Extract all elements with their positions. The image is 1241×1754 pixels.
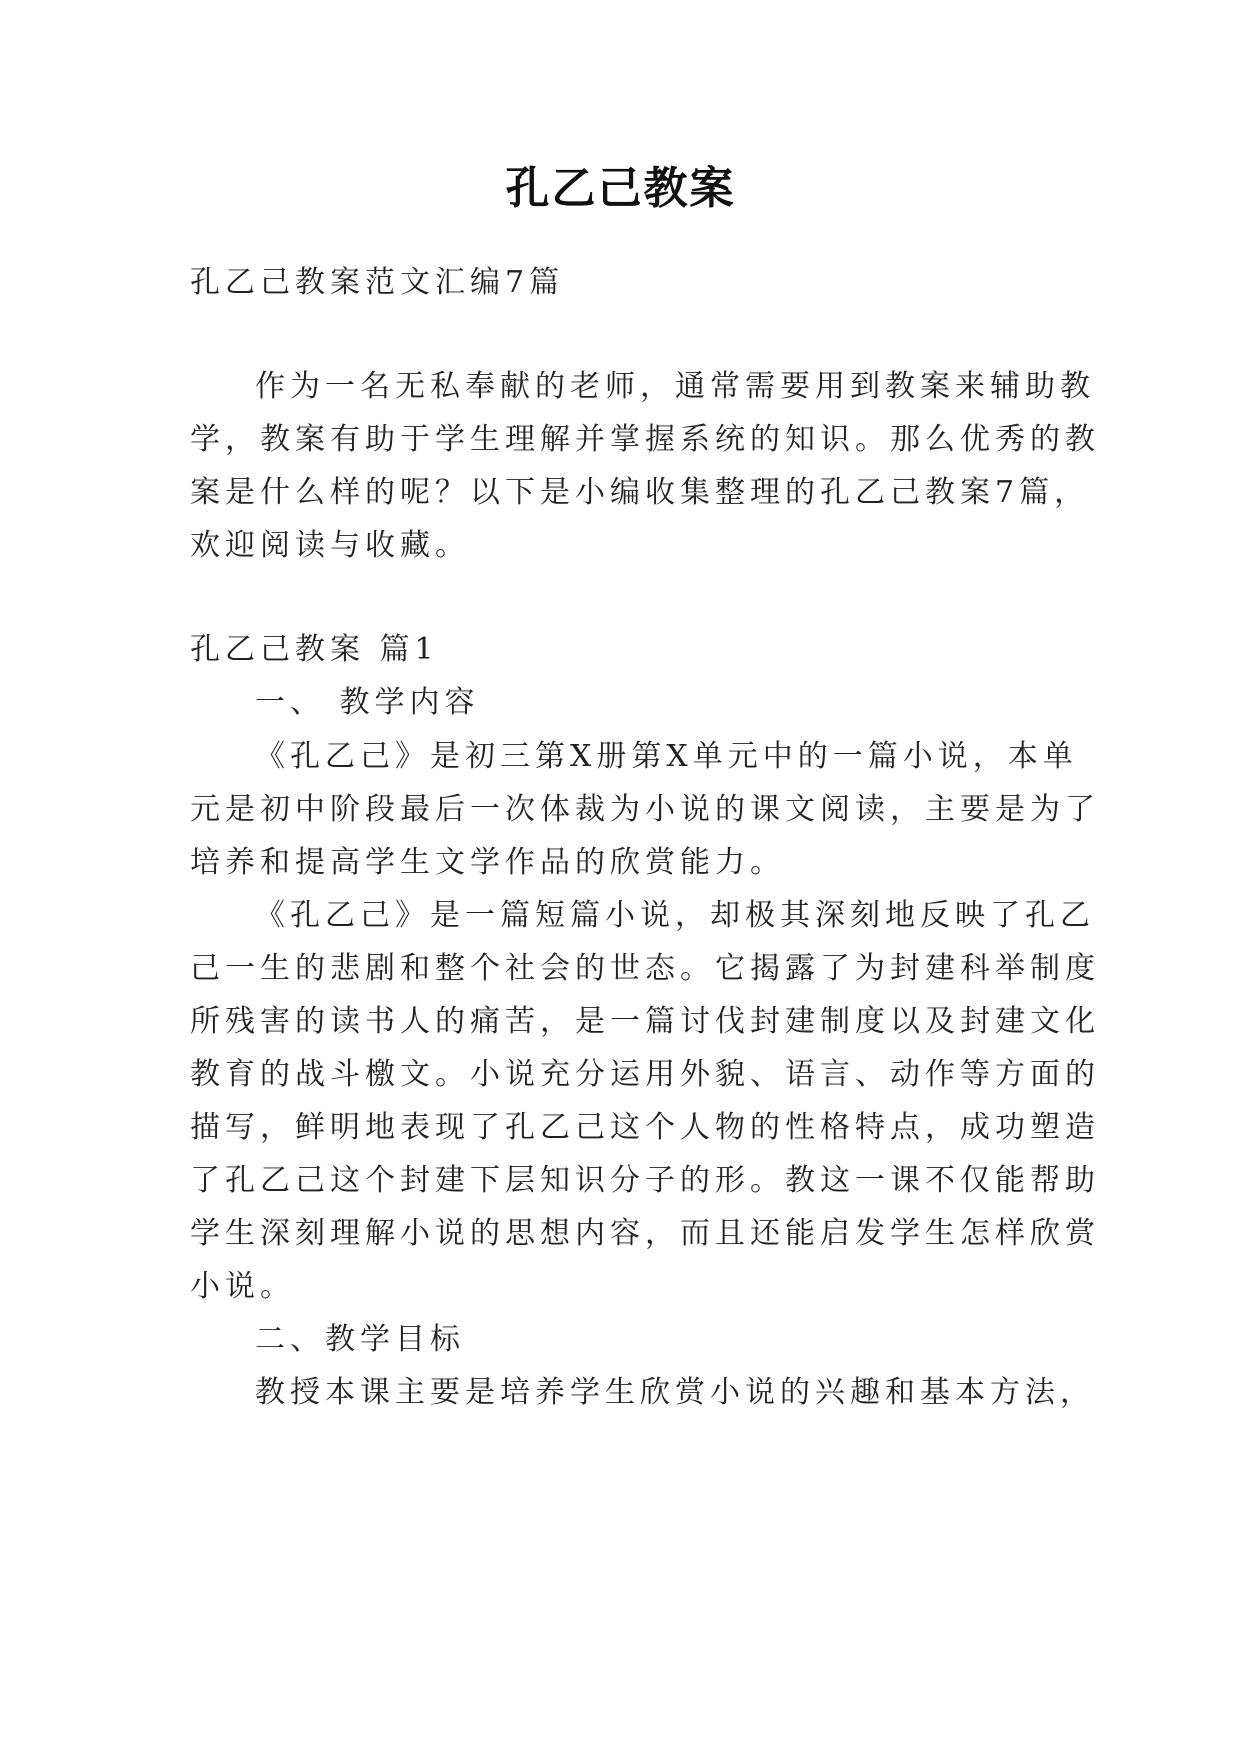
part1-para2-line-5: 描写，鲜明地表现了孔乙己这个人物的性格特点，成功塑造	[190, 1110, 1100, 1145]
section-heading: 孔乙己教案 篇1	[190, 632, 439, 667]
intro-line-1: 作为一名无私奉献的老师，通常需要用到教案来辅助教	[255, 369, 1095, 404]
part1-para2-line-8: 小说。	[190, 1269, 295, 1304]
part2-para1-line-1: 教授本课主要是培养学生欣赏小说的兴趣和基本方法，	[255, 1375, 1095, 1410]
part1-para2-line-1: 《孔乙己》是一篇短篇小说，却极其深刻地反映了孔乙	[255, 898, 1095, 933]
intro-line-3: 案是什么样的呢？以下是小编收集整理的孔乙己教案7篇，	[190, 475, 1090, 510]
document-subtitle: 孔乙己教案范文汇编7篇	[190, 265, 565, 300]
part1-para1-line-1: 《孔乙己》是初三第X册第X单元中的一篇小说，本单	[255, 739, 1078, 774]
part2-heading: 二、教学目标	[255, 1322, 465, 1357]
part1-para2-line-6: 了孔乙己这个封建下层知识分子的形。教这一课不仅能帮助	[190, 1163, 1100, 1198]
intro-line-4: 欢迎阅读与收藏。	[190, 528, 470, 563]
part1-para1-line-3: 培养和提高学生文学作品的欣赏能力。	[190, 845, 785, 880]
intro-line-2: 学，教案有助于学生理解并掌握系统的知识。那么优秀的教	[190, 422, 1100, 457]
part1-heading: 一、 教学内容	[255, 685, 480, 720]
part1-para2-line-4: 教育的战斗檄文。小说充分运用外貌、语言、动作等方面的	[190, 1057, 1100, 1092]
part1-para2-line-2: 己一生的悲剧和整个社会的世态。它揭露了为封建科举制度	[190, 951, 1100, 986]
part1-para2-line-3: 所残害的读书人的痛苦，是一篇讨伐封建制度以及封建文化	[190, 1004, 1100, 1039]
document-title: 孔乙己教案	[505, 163, 736, 214]
part1-para1-line-2: 元是初中阶段最后一次体裁为小说的课文阅读，主要是为了	[190, 792, 1100, 827]
part1-para2-line-7: 学生深刻理解小说的思想内容，而且还能启发学生怎样欣赏	[190, 1216, 1100, 1251]
